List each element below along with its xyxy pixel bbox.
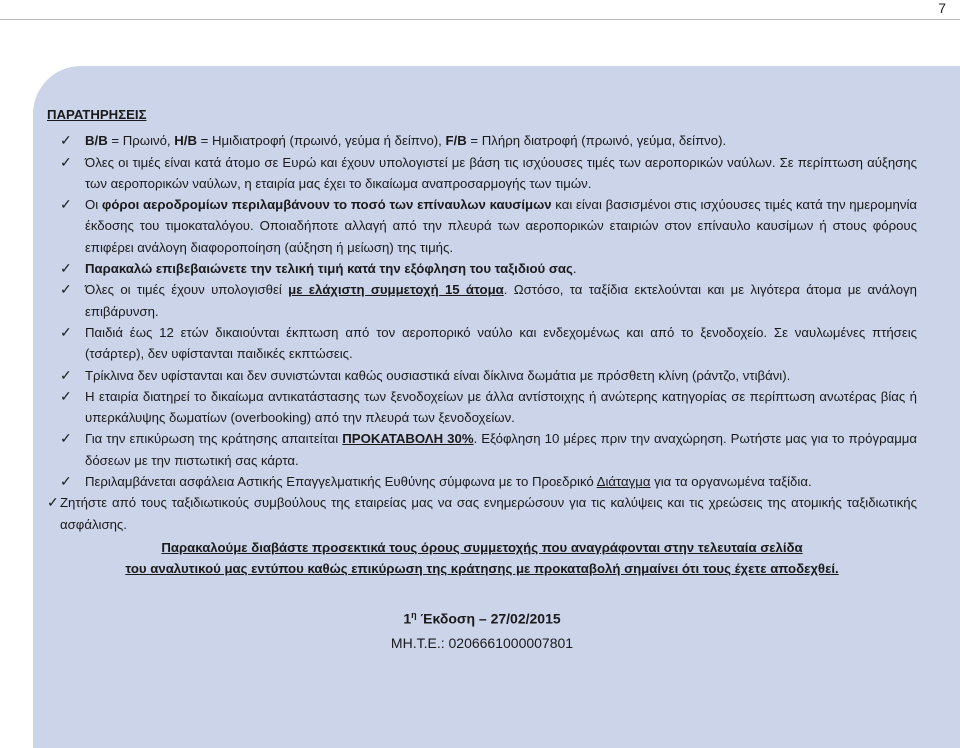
note-text-segment: Η εταιρία διατηρεί το δικαίωμα αντικατάστασης των ξενοδοχείων με άλλα αντίστοιχης ή ανώτερης κατηγορίας σε περίπτωση ανωτέρας βίας ή υπερκάλυψης δωματίων (overbooking) από την πλευρά των ξενοδοχείων. [85, 388, 917, 426]
note-item [47, 471, 917, 492]
checkmark-icon: ✓ [60, 281, 72, 298]
checkmark-icon: ✓ [60, 196, 72, 213]
insurance-note-text: Ζητήστε από τους ταξιδιωτικούς συμβούλους της εταιρείας μας να σας ενημερώσουν για τις καλύψεις και τις χρεώσεις της ατομικής ταξιδιωτικής ασφάλισης. [60, 495, 917, 532]
note-item [47, 258, 917, 279]
note-text-segment: . Ωστόσο, τα ταξίδια εκτελούνται και με λιγότερα άτομα με ανάλογη επιβάρυνση. [85, 282, 917, 319]
note-text-segment: = Ημιδιατροφή (πρωινό, γεύμα ή δείπνο), [196, 133, 446, 149]
note-text-segment: Για την επικύρωση της κράτησης απαιτείται [85, 431, 343, 447]
note-item [47, 322, 917, 365]
note-text-segment: Περιλαμβάνεται ασφάλεια Αστικής Επαγγελματικής Ευθύνης σύμφωνα με το Προεδρικό [85, 474, 597, 490]
checkmark-icon: ✓ [60, 132, 72, 149]
note-text-segment: και είναι βασισμένοι στις ισχύουσες τιμές κατά την ημερομηνία έκδοσης του τιμοκαταλόγου. Οποιαδήποτε αλλαγή από την πλευρά των αεροπορικών εταιριών στον επίναυλο καυσίμων ή στους φόρους επιφέρει ανάλογη διαφοροποίηση (αύξηση ή μείωση) της τιμής. [85, 197, 918, 255]
checkmark-icon: ✓ [60, 153, 72, 170]
checkmark-icon: ✓ [47, 494, 59, 511]
note-text-segment: = Πρωινό, [107, 133, 175, 149]
note-item [47, 130, 917, 151]
checkmark-icon: ✓ [60, 430, 72, 447]
note-text-segment: B/B [85, 133, 108, 149]
note-text-segment: = Πλήρη διατροφή (πρωινό, γεύμα, δείπνο). [466, 133, 727, 149]
note-text-segment: . Εξόφληση 10 μέρες πριν την αναχώρηση. Ρωτήστε μας για το πρόγραμμα δόσεων με την πιστωτική σας κάρτα. [85, 431, 918, 468]
note-text-segment: Τρίκλινα δεν υφίστανται και δεν συνιστώνται καθώς ουσιαστικά είναι δίκλινα δωμάτια με πρόσθετη κλίνη (ράντζο, ντιβάνι). [85, 367, 791, 383]
checkmark-icon: ✓ [60, 366, 72, 383]
header-divider [0, 19, 960, 20]
edition-info [47, 605, 917, 630]
note-text-segment: Διάταγμα [596, 474, 651, 490]
note-text-segment: Όλες οι τιμές έχουν υπολογισθεί [85, 282, 289, 298]
note-item [47, 279, 917, 322]
checkmark-icon: ✓ [60, 260, 72, 277]
closing-line-2: του αναλυτικού μας εντύπου καθώς επικύρωση της κράτησης με προκαταβολή σημαίνει ότι τους έχετε αποδεχθεί. [125, 561, 839, 577]
note-text-segment: φόροι αεροδρομίων περιλαμβάνουν το ποσό των επίναυλων καυσίμων [101, 197, 552, 213]
note-item [47, 365, 917, 386]
note-item [47, 386, 917, 429]
checkmark-icon: ✓ [60, 473, 72, 490]
edition-superscript: η [411, 609, 417, 620]
closing-notice [47, 537, 917, 580]
note-text-segment: . [572, 261, 577, 277]
note-text-segment: ΠΡΟΚΑΤΑΒΟΛΗ 30% [342, 431, 474, 447]
note-item [47, 152, 917, 195]
notes-content [47, 104, 917, 655]
note-item [47, 194, 917, 258]
checkmark-icon: ✓ [60, 387, 72, 404]
edition-number: 1 [403, 610, 412, 627]
registry-number: ΜΗ.Τ.Ε.: 0206661000007801 [390, 635, 574, 652]
edition-text: Έκδοση – 27/02/2015 [416, 610, 561, 627]
insurance-note [47, 492, 917, 535]
note-text-segment: H/B [174, 133, 197, 149]
note-text-segment: Οι [85, 197, 102, 213]
note-text-segment: Παιδιά έως 12 ετών δικαιούνται έκπτωση από τον αεροπορικό ναύλο και ενδεχομένως και από το ξενοδοχείο. Σε ναυλωμένες πτήσεις (τσάρτερ), δεν υφίστανται παιδικές εκπτώσεις. [85, 324, 917, 362]
page-number: 7 [938, 0, 946, 16]
note-item [47, 428, 917, 471]
notes-title: ΠΑΡΑΤΗΡΗΣΕΙΣ [47, 107, 147, 122]
note-text-segment: για τα οργανωμένα ταξίδια. [650, 474, 812, 490]
note-text-segment: με ελάχιστη συμμετοχή 15 άτομα [288, 282, 504, 298]
note-text-segment: Όλες οι τιμές είναι κατά άτομο σε Ευρώ και έχουν υπολογιστεί με βάση τις ισχύουσες τιμές των αεροπορικών ναύλων. Σε περίπτωση αύξησης των αεροπορικών ναύλων, η εταιρία μας έχει το δικαίωμα αναπροσαρμογής των τιμών. [85, 154, 917, 191]
checkmark-icon: ✓ [60, 323, 72, 340]
notes-list [47, 130, 917, 492]
note-text-segment: F/B [445, 133, 467, 149]
note-text-segment: Παρακαλώ επιβεβαιώνετε την τελική τιμή κατά την εξόφληση του ταξιδιού σας [85, 261, 573, 277]
closing-line-1: Παρακαλούμε διαβάστε προσεκτικά τους όρους συμμετοχής που αναγράφονται στην τελευταία σελίδα [161, 539, 803, 555]
